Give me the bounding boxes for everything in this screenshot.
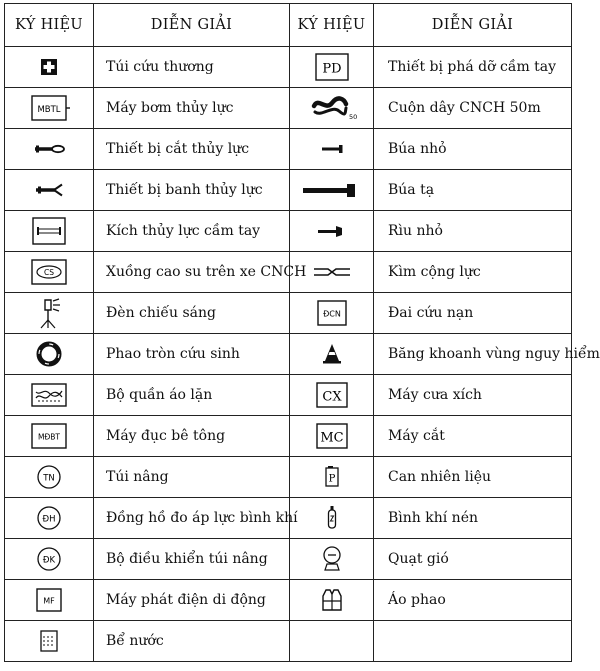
symbol-cell bbox=[5, 47, 94, 88]
header-symbol-left: KÝ HIỆU bbox=[5, 4, 94, 47]
icon-label: P bbox=[328, 473, 335, 485]
icon-label: PD bbox=[321, 61, 342, 77]
bag-controller-icon bbox=[34, 544, 64, 574]
hazard-cone-icon bbox=[317, 341, 347, 367]
description-cell: Đồng hồ đo áp lực bình khí bbox=[94, 498, 290, 539]
description-cell: Thiết bị phá dỡ cầm tay bbox=[374, 47, 572, 88]
symbol-cell bbox=[5, 170, 94, 211]
table-row bbox=[5, 334, 572, 375]
table-row bbox=[5, 457, 572, 498]
icon-label: ĐH bbox=[42, 514, 56, 525]
symbol-cell bbox=[5, 88, 94, 129]
symbol-cell bbox=[290, 416, 374, 457]
symbol-cell bbox=[5, 334, 94, 375]
description-cell: Quạt gió bbox=[374, 539, 572, 580]
symbol-cell bbox=[290, 88, 374, 129]
small-axe-icon bbox=[312, 221, 352, 241]
description-cell: Áo phao bbox=[374, 580, 572, 621]
header-description-right: DIỄN GIẢI bbox=[374, 4, 572, 47]
symbol-cell bbox=[5, 539, 94, 580]
description-cell: Búa tạ bbox=[374, 170, 572, 211]
legend-table bbox=[4, 3, 600, 662]
small-hammer-icon bbox=[312, 139, 352, 159]
icon-label: CX bbox=[321, 389, 342, 405]
generator-icon bbox=[29, 585, 69, 615]
water-tank-icon bbox=[34, 626, 64, 656]
description-cell: Bình khí nén bbox=[374, 498, 572, 539]
symbol-cell bbox=[290, 129, 374, 170]
description-cell: Máy cưa xích bbox=[374, 375, 572, 416]
symbol-cell bbox=[290, 293, 374, 334]
symbol-cell bbox=[290, 170, 374, 211]
diving-suit-icon bbox=[27, 380, 71, 410]
life-ring-icon bbox=[34, 339, 64, 369]
gas-cylinder-icon bbox=[322, 503, 342, 533]
symbol-cell bbox=[5, 580, 94, 621]
table-row bbox=[5, 129, 572, 170]
table-row bbox=[5, 621, 572, 662]
symbol-cell bbox=[5, 375, 94, 416]
icon-label: 50 bbox=[348, 113, 357, 121]
table-row bbox=[5, 47, 572, 88]
symbol-cell bbox=[290, 498, 374, 539]
fuel-can-icon bbox=[320, 463, 344, 491]
description-cell: Máy cắt bbox=[374, 416, 572, 457]
table-row bbox=[5, 88, 572, 129]
description-cell: Túi cứu thương bbox=[94, 47, 290, 88]
description-cell: Đai cứu nạn bbox=[374, 293, 572, 334]
description-cell: Băng khoanh vùng nguy hiểm bbox=[374, 334, 572, 375]
table-row bbox=[5, 416, 572, 457]
icon-label: ĐK bbox=[42, 555, 56, 566]
hand-jack-icon bbox=[27, 216, 71, 246]
life-vest-icon bbox=[317, 586, 347, 614]
icon-label: MĐBT bbox=[37, 432, 61, 442]
description-cell: Búa nhỏ bbox=[374, 129, 572, 170]
symbol-cell bbox=[5, 129, 94, 170]
hydraulic-spreader-icon bbox=[29, 180, 69, 200]
fan-icon bbox=[317, 543, 347, 575]
rubber-boat-icon bbox=[27, 257, 71, 287]
header-description-left: DIỄN GIẢI bbox=[94, 4, 290, 47]
icon-label: MBTL bbox=[37, 105, 61, 115]
sledgehammer-icon bbox=[300, 180, 364, 200]
hose-coil-icon bbox=[308, 95, 356, 121]
pd-box-icon bbox=[310, 52, 354, 82]
symbol-cell bbox=[5, 252, 94, 293]
table-row bbox=[5, 252, 572, 293]
icon-label: MF bbox=[43, 596, 55, 606]
symbol-cell bbox=[290, 211, 374, 252]
symbol-cell bbox=[5, 293, 94, 334]
description-cell: Máy phát điện di động bbox=[94, 580, 290, 621]
empty-description-cell bbox=[374, 621, 572, 662]
symbol-cell bbox=[5, 457, 94, 498]
description-cell: Cuộn dây CNCH 50m bbox=[374, 88, 572, 129]
symbol-cell bbox=[290, 580, 374, 621]
hydraulic-pump-icon bbox=[27, 93, 71, 123]
description-cell: Thiết bị banh thủy lực bbox=[94, 170, 290, 211]
symbol-cell bbox=[290, 47, 374, 88]
hydraulic-pliers-icon bbox=[310, 262, 354, 282]
empty-symbol-cell bbox=[290, 621, 374, 662]
symbol-cell bbox=[5, 498, 94, 539]
pressure-gauge-icon bbox=[34, 503, 64, 533]
description-cell: Bộ quần áo lặn bbox=[94, 375, 290, 416]
description-cell: Rìu nhỏ bbox=[374, 211, 572, 252]
header-symbol-right: KÝ HIỆU bbox=[290, 4, 374, 47]
floodlight-icon bbox=[29, 296, 69, 330]
symbol-cell bbox=[5, 416, 94, 457]
icon-label: TN bbox=[43, 473, 55, 484]
description-cell: Xuồng cao su trên xe CNCH bbox=[94, 252, 290, 293]
description-cell: Bộ điều khiển túi nâng bbox=[94, 539, 290, 580]
chainsaw-icon bbox=[310, 380, 354, 410]
first-aid-kit-icon bbox=[38, 56, 60, 78]
description-cell: Phao tròn cứu sinh bbox=[94, 334, 290, 375]
description-cell: Bể nước bbox=[94, 621, 290, 662]
table-row bbox=[5, 170, 572, 211]
description-cell: Kích thủy lực cầm tay bbox=[94, 211, 290, 252]
table-row bbox=[5, 580, 572, 621]
symbol-cell bbox=[290, 457, 374, 498]
symbol-cell bbox=[5, 621, 94, 662]
table-row bbox=[5, 498, 572, 539]
rescue-belt-icon bbox=[310, 298, 354, 328]
header-row bbox=[5, 4, 572, 47]
table-row bbox=[5, 375, 572, 416]
table-row bbox=[5, 539, 572, 580]
icon-label: MC bbox=[319, 430, 344, 446]
lifting-bag-icon bbox=[34, 462, 64, 492]
symbol-cell bbox=[290, 334, 374, 375]
icon-label: CS bbox=[44, 267, 54, 277]
cutter-machine-icon bbox=[310, 421, 354, 451]
icon-label: ĐCN bbox=[322, 309, 341, 319]
description-cell: Can nhiên liệu bbox=[374, 457, 572, 498]
symbol-cell bbox=[290, 539, 374, 580]
symbol-cell bbox=[5, 211, 94, 252]
description-cell: Kìm cộng lực bbox=[374, 252, 572, 293]
symbol-cell bbox=[290, 375, 374, 416]
description-cell: Thiết bị cắt thủy lực bbox=[94, 129, 290, 170]
description-cell: Túi nâng bbox=[94, 457, 290, 498]
description-cell: Máy đục bê tông bbox=[94, 416, 290, 457]
concrete-drill-icon bbox=[27, 421, 71, 451]
description-cell: Máy bơm thủy lực bbox=[94, 88, 290, 129]
table-row bbox=[5, 293, 572, 334]
table-row bbox=[5, 211, 572, 252]
description-cell: Đèn chiếu sáng bbox=[94, 293, 290, 334]
hydraulic-cutter-icon bbox=[29, 139, 69, 159]
